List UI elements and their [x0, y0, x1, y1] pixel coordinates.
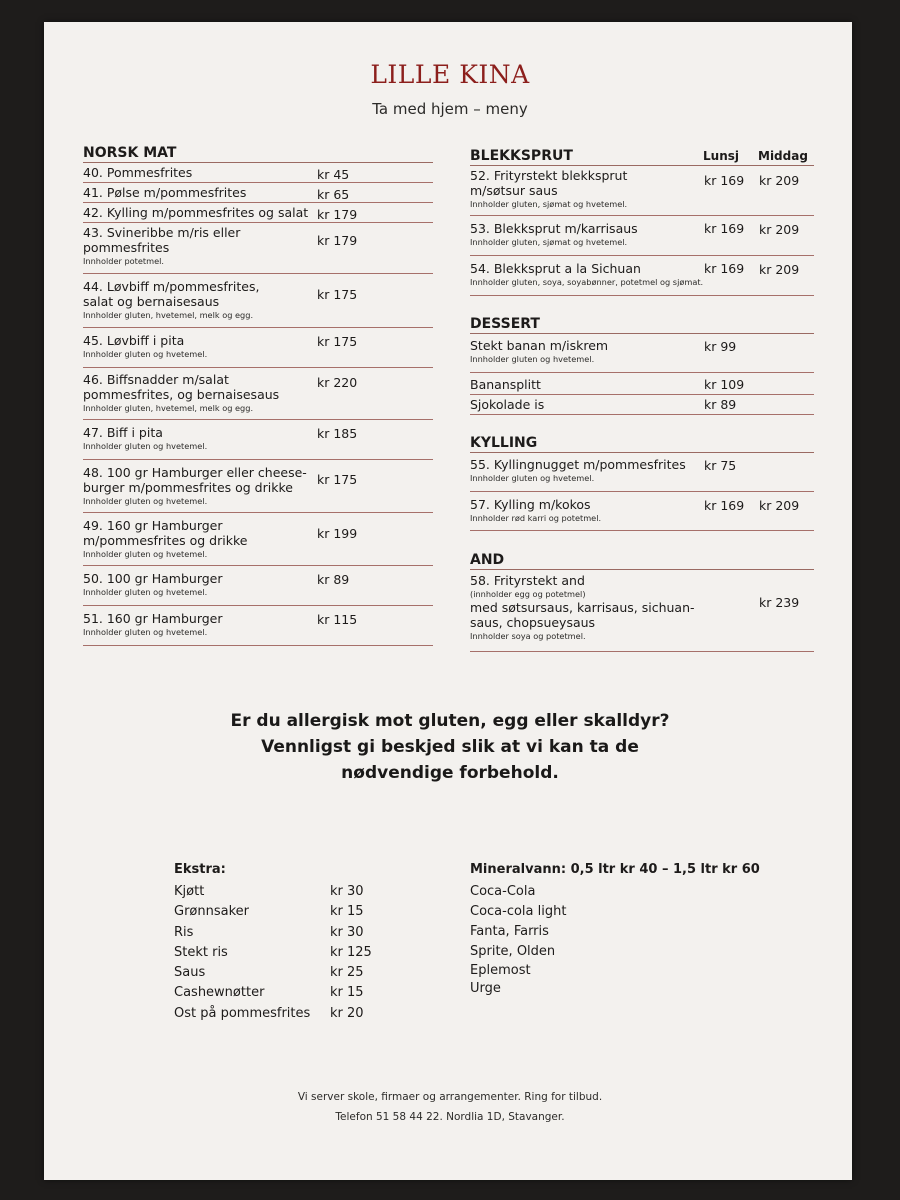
item-name: 50. 100 gr Hamburger [83, 571, 223, 586]
item-name: 48. 100 gr Hamburger eller cheese- burger m/pommesfrites og drikke [83, 465, 307, 495]
extra-list [174, 862, 374, 1024]
extra-item [174, 923, 374, 943]
item-allergen-note: Innholder rød karri og potetmel. [470, 513, 602, 523]
item-price: kr 45 [317, 167, 350, 182]
drink-item: Fanta, Farris [470, 924, 549, 939]
footer [0, 1087, 900, 1127]
menu-item [470, 453, 814, 492]
menu-item [83, 223, 433, 274]
extra-price: kr 125 [330, 944, 372, 960]
warning-line: Vennligst gi beskjed slik at vi kan ta de [261, 737, 639, 757]
menu-item [83, 606, 433, 646]
menu-item [83, 460, 433, 513]
drink-item: Coca-Cola [470, 884, 536, 899]
menu-item [470, 375, 814, 395]
item-price: kr 75 [704, 458, 737, 473]
extra-name: Grønnsaker [174, 904, 249, 920]
item-subnote: (innholder egg og potetmel) [470, 589, 586, 599]
item-price: kr 175 [317, 472, 358, 487]
item-name: 40. Pommesfrites [83, 165, 193, 180]
item-name: Banansplitt [470, 377, 541, 392]
extra-item [174, 963, 374, 983]
item-allergen-note: Innholder gluten, hvetemel, melk og egg. [83, 403, 254, 413]
restaurant-name: LILLE KINA [370, 60, 530, 89]
menu-subtitle: Ta med hjem – meny [372, 100, 528, 118]
item-price: kr 109 [704, 377, 745, 392]
item-name: 42. Kylling m/pommesfrites og salat [83, 205, 309, 220]
menu-item [470, 395, 814, 415]
item-allergen-note: Innholder gluten og hvetemel. [83, 441, 208, 451]
extra-price: kr 30 [330, 924, 364, 940]
item-name: 58. Frityrstekt and [470, 573, 585, 588]
menu-item [470, 492, 814, 531]
item-price: kr 199 [317, 526, 358, 541]
item-price: kr 65 [317, 187, 350, 202]
middag-header: Middag [758, 149, 808, 163]
item-name: 55. Kyllingnugget m/pommesfrites [470, 457, 686, 472]
item-name: 41. Pølse m/pommesfrites [83, 185, 247, 200]
drink-item: Coca-cola light [470, 904, 567, 919]
item-price-middag: kr 209 [759, 498, 800, 513]
section-title: BLEKKSPRUT [470, 148, 573, 164]
section-norsk-mat: NORSK MAT [83, 144, 433, 163]
item-price-lunsj: kr 169 [704, 498, 745, 513]
item-name: 45. Løvbiff i pita [83, 333, 185, 348]
item-price: kr 185 [317, 426, 358, 441]
footer-contact: Telefon 51 58 44 22. Nordlia 1D, Stavanger. [335, 1111, 565, 1123]
section-kylling: KYLLING [470, 434, 814, 453]
item-price: kr 175 [317, 334, 358, 349]
section-dessert: DESSERT [470, 315, 814, 334]
item-allergen-note: Innholder gluten og hvetemel. [83, 349, 208, 359]
extra-title: Ekstra: [174, 862, 226, 877]
item-price-lunsj: kr 169 [704, 173, 745, 188]
extra-price: kr 15 [330, 904, 364, 920]
menu-item [470, 570, 814, 652]
item-description: med søtsursaus, karrisaus, sichuan- saus, chopsueysaus [470, 600, 695, 630]
menu-item [83, 368, 433, 420]
menu-item [470, 256, 814, 296]
allergy-warning [0, 708, 900, 786]
menu-item [83, 163, 433, 183]
item-name: Stekt banan m/iskrem [470, 338, 609, 353]
extra-item [174, 1004, 374, 1024]
item-price: kr 89 [704, 397, 737, 412]
extra-price: kr 25 [330, 965, 364, 981]
item-name: Sjokolade is [470, 397, 545, 412]
item-price-middag: kr 209 [759, 173, 800, 188]
item-price: kr 175 [317, 287, 358, 302]
extra-item [174, 882, 374, 902]
menu-item [470, 334, 814, 373]
item-name: 44. Løvbiff m/pommesfrites, salat og bernaisesaus [83, 279, 260, 309]
right-column [470, 147, 814, 652]
item-price-lunsj: kr 169 [704, 221, 745, 236]
item-name: 47. Biff i pita [83, 425, 163, 440]
item-name: 54. Blekksprut a la Sichuan [470, 261, 641, 276]
mineralvann-title: Mineralvann: 0,5 ltr kr 40 – 1,5 ltr kr 60 [470, 862, 760, 877]
left-column [83, 144, 433, 646]
item-name: 52. Frityrstekt blekksprut m/søtsur saus [470, 168, 628, 198]
extra-item [174, 943, 374, 963]
item-price: kr 179 [317, 233, 358, 248]
menu-item [83, 513, 433, 566]
item-price-middag: kr 209 [759, 262, 800, 277]
extra-name: Ost på pommesfrites [174, 1005, 311, 1021]
item-allergen-note: Innholder gluten og hvetemel. [83, 627, 208, 637]
item-allergen-note: Innholder gluten og hvetemel. [470, 473, 595, 483]
item-allergen-note: Innholder soya og potetmel. [470, 631, 586, 641]
mineralvann-list [470, 862, 800, 998]
extra-price: kr 20 [330, 1005, 364, 1021]
item-price: kr 220 [317, 375, 358, 390]
item-price: kr 89 [317, 572, 350, 587]
extra-name: Cashewnøtter [174, 985, 265, 1001]
item-name: 57. Kylling m/kokos [470, 497, 591, 512]
menu-item [83, 420, 433, 460]
item-allergen-note: Innholder gluten og hvetemel. [83, 549, 208, 559]
item-name: 46. Biffsnadder m/salat pommesfrites, og bernaisesaus [83, 372, 280, 402]
menu-item [83, 274, 433, 328]
footer-offer: Vi server skole, firmaer og arrangementer. Ring for tilbud. [297, 1091, 603, 1103]
item-price-lunsj: kr 169 [704, 261, 745, 276]
extra-name: Ris [174, 924, 194, 940]
item-allergen-note: Innholder gluten og hvetemel. [470, 354, 595, 364]
item-allergen-note: Innholder gluten, sjømat og hvetemel. [470, 199, 628, 209]
menu-item [470, 216, 814, 256]
item-price-middag: kr 209 [759, 222, 800, 237]
item-name: 51. 160 gr Hamburger [83, 611, 223, 626]
item-allergen-note: Innholder gluten og hvetemel. [83, 587, 208, 597]
menu-item [83, 566, 433, 606]
drink-item: Urge [470, 981, 501, 996]
item-name: 49. 160 gr Hamburger m/pommesfrites og drikke [83, 518, 248, 548]
item-allergen-note: Innholder gluten og hvetemel. [83, 496, 208, 506]
lunsj-header: Lunsj [703, 149, 739, 163]
menu-item [470, 166, 814, 216]
extra-price: kr 30 [330, 884, 364, 899]
item-price: kr 239 [759, 595, 800, 610]
menu-item [83, 183, 433, 203]
warning-line: Er du allergisk mot gluten, egg eller skalldyr? [230, 711, 670, 731]
extra-item [174, 902, 374, 922]
extra-name: Stekt ris [174, 944, 228, 960]
item-price: kr 115 [317, 612, 358, 627]
menu-item [83, 328, 433, 368]
item-name: 53. Blekksprut m/karrisaus [470, 221, 638, 236]
extra-item [174, 983, 374, 1003]
item-allergen-note: Innholder potetmel. [83, 256, 165, 266]
item-allergen-note: Innholder gluten, sjømat og hvetemel. [470, 237, 628, 247]
section-blekksprut [470, 147, 814, 166]
extra-name: Kjøtt [174, 884, 205, 899]
extra-price: kr 15 [330, 985, 364, 1001]
menu-item [83, 203, 433, 223]
extra-name: Saus [174, 965, 206, 981]
item-allergen-note: Innholder gluten, hvetemel, melk og egg. [83, 310, 254, 320]
item-name: 43. Svineribbe m/ris eller pommesfrites [83, 225, 241, 255]
drink-item: Sprite, Olden [470, 944, 556, 959]
section-and: AND [470, 551, 814, 570]
drink-item: Eplemost [470, 963, 531, 978]
item-price: kr 179 [317, 207, 358, 222]
item-price: kr 99 [704, 339, 737, 354]
warning-line: nødvendige forbehold. [341, 763, 559, 783]
item-allergen-note: Innholder gluten, soya, soyabønner, potetmel og sjømat. [470, 277, 704, 287]
